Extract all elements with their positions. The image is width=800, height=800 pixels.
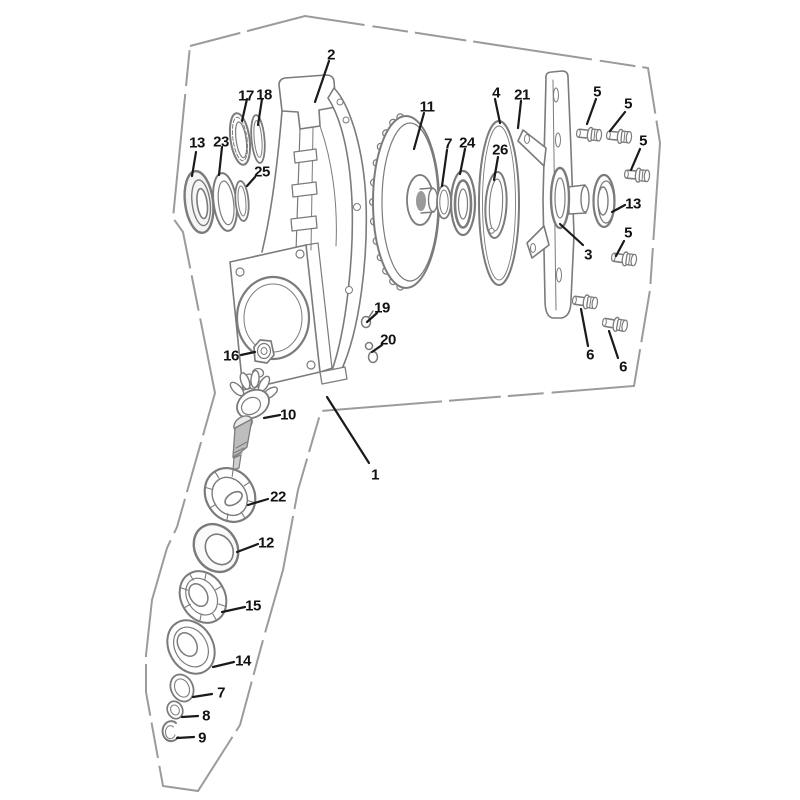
part-label-7-mid: 7 xyxy=(444,135,452,153)
part-label-4: 4 xyxy=(492,84,500,102)
part-label-3: 3 xyxy=(584,246,592,264)
part-label-5a: 5 xyxy=(593,83,601,101)
bolt-6b-drawing xyxy=(601,315,628,333)
part-label-26: 26 xyxy=(492,141,508,159)
part-label-13-right: 13 xyxy=(625,195,641,213)
bearing-22-drawing xyxy=(195,458,266,531)
seal-7-bottom-drawing xyxy=(166,671,198,706)
part-label-15: 15 xyxy=(245,597,261,615)
bushing-24-drawing xyxy=(451,171,475,235)
part-label-6a: 6 xyxy=(586,346,594,364)
part-label-2: 2 xyxy=(327,46,335,64)
part-label-25: 25 xyxy=(254,163,270,181)
part-label-19: 19 xyxy=(374,299,390,317)
part-label-23: 23 xyxy=(213,133,229,151)
pinion-10-drawing xyxy=(228,370,279,470)
part-label-16: 16 xyxy=(223,347,239,365)
housing-drawing xyxy=(230,75,366,390)
part-label-8: 8 xyxy=(202,707,210,725)
bolt-6a-drawing xyxy=(572,293,599,310)
part-label-5c: 5 xyxy=(639,132,647,150)
drawing-layer xyxy=(158,71,650,741)
carrier-drawing xyxy=(518,71,589,318)
part-label-7-bottom: 7 xyxy=(217,684,225,702)
part-label-17: 17 xyxy=(238,87,254,105)
spacer-7-drawing xyxy=(437,186,451,219)
snap-ring-9-drawing xyxy=(163,721,178,741)
part-label-10: 10 xyxy=(280,406,296,424)
part-label-13-left: 13 xyxy=(189,134,205,152)
part-label-9: 9 xyxy=(198,729,206,747)
washer-17-drawing xyxy=(227,112,253,166)
part-label-18: 18 xyxy=(256,86,272,104)
thrust-washer-3-drawing xyxy=(551,168,569,228)
part-label-12: 12 xyxy=(258,534,274,552)
part-label-22: 22 xyxy=(270,488,286,506)
gear-26-drawing xyxy=(484,171,508,238)
part-label-20: 20 xyxy=(380,331,396,349)
part-label-6b: 6 xyxy=(619,358,627,376)
part-label-11: 11 xyxy=(419,98,435,116)
ring-gear-drawing xyxy=(370,114,439,290)
bolt-5c-drawing xyxy=(624,167,650,183)
part-label-5d: 5 xyxy=(624,224,632,242)
seal-13-left-drawing xyxy=(181,170,216,235)
part-label-24: 24 xyxy=(459,134,475,152)
part-label-14: 14 xyxy=(235,652,251,670)
bolt-5a-drawing xyxy=(576,126,602,143)
part-label-5b: 5 xyxy=(624,95,632,113)
part-label-1: 1 xyxy=(371,466,379,484)
bolt-5d-drawing xyxy=(611,250,638,267)
part-label-21: 21 xyxy=(514,86,530,104)
bearing-13-right-drawing xyxy=(594,175,615,227)
